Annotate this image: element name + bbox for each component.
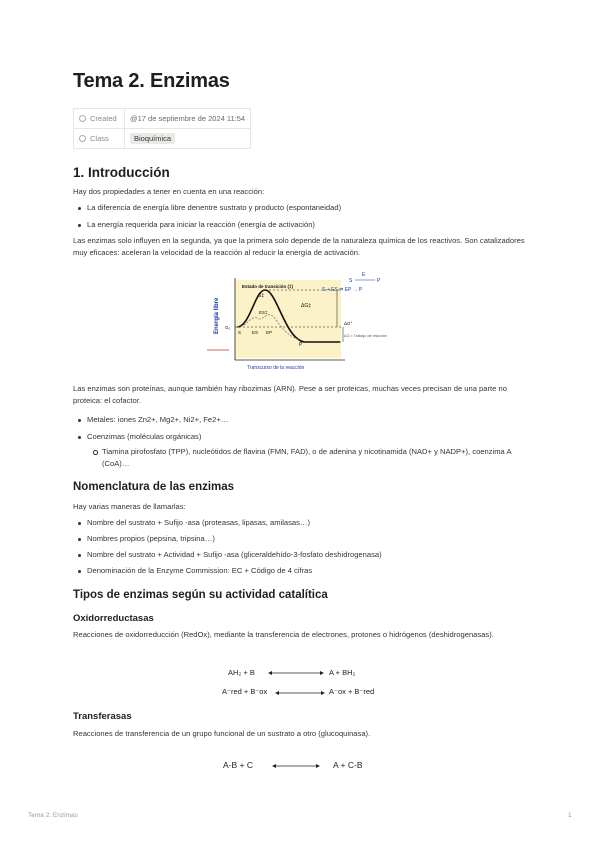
property-key: Created — [90, 114, 117, 123]
footer-page-number: 1 — [568, 812, 572, 819]
property-key: Class — [90, 134, 109, 143]
x-axis-label: Transcurso de la reacción — [247, 365, 305, 371]
heading-nomenclatura: Nomenclatura de las enzimas — [73, 481, 235, 493]
list-item: Nombre del sustrato + Actividad + Sufijo -asa (gliceraldehído-3-fosfato deshidrogenasa) — [87, 549, 527, 561]
equation-right: A + C-B — [333, 760, 363, 770]
delta-g-reaction-label: ΔG ≈ Trabajo de reacción — [344, 334, 388, 338]
page-title: Tema 2. Enzimas — [73, 70, 230, 92]
intro-lead: Hay dos propiedades a tener en cuenta en una reacción: — [73, 187, 265, 196]
delta-g-label: ΔG‡ — [301, 303, 312, 309]
properties-table — [73, 108, 251, 149]
class-tag[interactable]: Bioquímica — [130, 133, 175, 144]
equation-right: A⁻ox + B⁻red — [329, 687, 375, 696]
equation-left: A⁻red + B⁻ox — [222, 687, 268, 696]
transferasas-text: Reacciones de transferencia de un grupo funcional de un sustrato a otro (glucoquinasa). — [73, 729, 371, 738]
list-icon — [79, 135, 86, 142]
heading-introduccion: 1. Introducción — [73, 165, 170, 180]
list-item: Nombres propios (pepsina, tripsina…) — [87, 533, 527, 545]
property-row-class — [74, 129, 251, 149]
equation-arrow — [275, 689, 325, 697]
es-label: ES — [252, 330, 259, 335]
delta-g0-label: ΔG° — [344, 321, 353, 326]
intro-paragraph: Las enzimas solo influyen en la segunda, ya que la primera solo depende de la naturaleza química de los reactivos. Son catalizadores muy eficaces: aceleran la velocidad de la reacción al reducir la energía de activación. — [73, 236, 525, 257]
equation-left: AH₂ + B — [228, 668, 255, 677]
y-axis-label: Energía libre — [214, 297, 220, 334]
heading-tipos: Tipos de enzimas según su actividad catalítica — [73, 589, 328, 601]
list-item: Metales: iones Zn2+, Mg2+, Ni2+, Fe2+… — [87, 414, 527, 426]
list-item: Nombre del sustrato + Sufijo -asa (proteasas, lipasas, amilasas…) — [87, 517, 527, 529]
sub-list-item: Tiamina pirofosfato (TPP), nucleótidos de flavina (FMN, FAD), o de adenina y nicotinamida (NAD+ y NADP+), coenzima A (CoA)… — [102, 446, 522, 470]
list-item: Denominación de la Enzyme Commission: EC + Código de 4 cifras — [87, 565, 527, 577]
scheme-product: P — [377, 278, 381, 284]
ep-label: EP — [266, 330, 273, 335]
ground-state-label: G₀ — [225, 325, 231, 330]
p-label: P — [299, 342, 303, 348]
equation-arrow — [272, 762, 320, 770]
list-item: La energía requerida para iniciar la reacción (energía de activación) — [87, 219, 527, 231]
es-double-dagger-label: ES‡ — [259, 310, 268, 315]
property-value[interactable]: @17 de septiembre de 2024 11:54 — [125, 109, 251, 129]
nomenclature-lead: Hay varias maneras de llamarlas: — [73, 502, 186, 511]
property-row-created — [74, 109, 251, 129]
scheme-substrate: S — [349, 278, 353, 284]
heading-oxidorreductasas: Oxidorreductasas — [73, 613, 154, 624]
equation-right: A + BH₂ — [329, 668, 356, 677]
s-label: S — [238, 330, 242, 335]
equation-arrow — [268, 669, 324, 677]
enzyme-paragraph: Las enzimas son proteínas, aunque también hay ribozimas (ARN). Pese a ser proteicas, muchas veces precisan de una parte no proteica: el cofactor. — [73, 384, 507, 405]
clock-icon — [79, 115, 86, 122]
list-item: La diferencia de energía libre denentre sustrato y producto (espontaneidad) — [87, 202, 527, 214]
list-item: Coenzimas (moléculas orgánicas) — [87, 431, 527, 443]
scheme-enzyme: E — [362, 272, 366, 278]
footer-title: Tema 2. Enzimas — [28, 812, 78, 819]
equation-left: A-B + C — [223, 760, 253, 770]
oxidorreductasas-text: Reacciones de oxidorreducción (RedOx), mediante la transferencia de electrones, protones o hidrógenos (deshidrogenasas). — [73, 630, 494, 639]
scheme-reaction: S + ES ⇌ EP → P — [322, 287, 363, 293]
energy-diagram — [205, 270, 390, 372]
heading-transferasas: Transferasas — [73, 711, 132, 722]
s-double-dagger-label: S‡ — [258, 293, 265, 299]
transition-label: Estado de transición (‡) — [242, 284, 294, 289]
